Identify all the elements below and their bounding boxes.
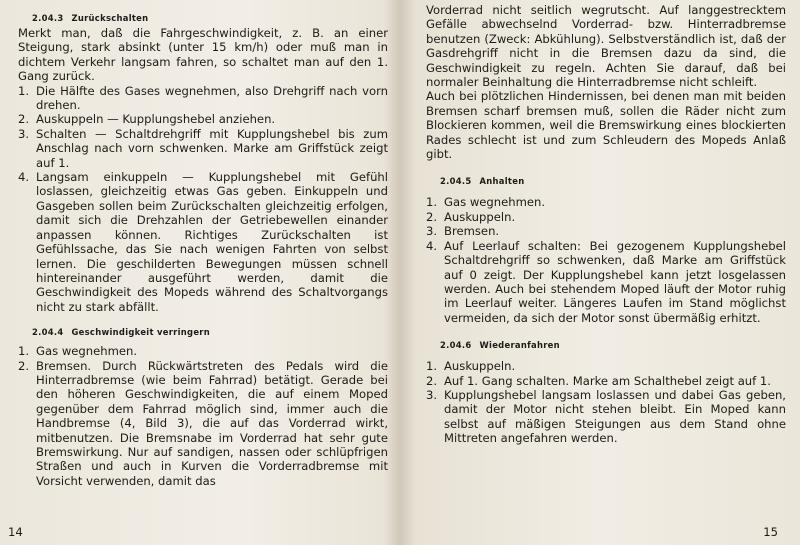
paragraph: Auch bei plötzlichen Hindernissen, bei denen man mit beiden Bremsen scharf bremsen muß, sollen die Räder nicht zum Blockieren kommen, weil die Bremswirkung eines blockierten Rades schlecht ist und zum Schleudern des Mopeds Anlaß gibt. — [426, 89, 786, 162]
section-heading — [426, 173, 786, 189]
list-item: 2. Auskuppeln — Kupplungshebel anziehen. — [18, 112, 276, 127]
section-title: Anhalten — [479, 176, 525, 187]
section-heading — [426, 337, 786, 353]
list-item: 3. Kupplungshebel langsam loslassen und dabei Gas geben, damit der Motor nicht stehen bleibt. Ein Moped kann selbst auf mäßigen Steigungen aus dem Stand ohne Mittreten angefahren werden. — [426, 387, 786, 446]
list-item: 3. Bremsen. — [426, 224, 500, 239]
list-item: 1. Die Hälfte des Gases wegnehmen, also Drehgriff nach vorn drehen. — [18, 83, 388, 113]
section-title: Zurückschalten — [71, 13, 149, 23]
right-page — [404, 0, 800, 545]
step-list — [18, 84, 388, 315]
page-number: 14 — [8, 525, 23, 539]
step-list — [18, 344, 388, 488]
section-number: 2.04.5 — [440, 176, 472, 187]
section-title: Wiederanfahren — [479, 340, 560, 351]
list-item: 4. Langsam einkuppeln — Kupplungshebel mit Gefühl loslassen, gleichzeitig etwas Gas geben. Einkuppeln und Gasgeben sollen beim Zurückschalten gleichzeitig erfolgen, damit sich die Drehzahlen der Getriebewellen einander anpassen können. Richtiges Zurückschalten ist Gefühlssache, das Sie nach wenigen Fahrten von selbst lernen. Die geschilderten Bewegungen müssen schnell hintereinander ausgeführt werden, damit die Geschwindigkeit des Mopeds während des Schaltvorgangs nicht zu stark abfällt. — [18, 170, 388, 314]
section-number: 2.04.3 — [32, 13, 64, 23]
page-number: 15 — [763, 525, 778, 539]
section-number: 2.04.6 — [440, 340, 472, 351]
paragraph: Vorderrad nicht seitlich wegrutscht. Auf langgestrecktem Gefälle abwechselnd Vorderrad- bzw. Hinterradbremse benutzen (Zweck: Abkühlung). Selbstverständlich ist, daß der Gasdrehgriff nicht in die Bremsen dazu da sind, die Geschwindigkeit zu regeln. Achten Sie darauf, daß bei normaler Beinhaltung die Hinterradbremse nicht schleift. — [426, 3, 786, 90]
section-heading — [18, 10, 388, 26]
step-list — [426, 195, 786, 325]
list-item: 2. Auskuppeln. — [426, 209, 516, 224]
list-item: 2. Auf 1. Gang schalten. Marke am Schalthebel zeigt auf 1. — [426, 373, 771, 388]
list-item: 3. Schalten — Schaltdrehgriff mit Kupplungshebel bis zum Anschlag nach vorn schwenken. Marke am Griffstück zeigt auf 1. — [18, 126, 388, 170]
section-number: 2.04.4 — [32, 327, 64, 338]
list-item: 1. Auskuppeln. — [426, 359, 516, 374]
step-list — [426, 359, 786, 445]
list-item: 4. Auf Leerlauf schalten: Bei gezogenem Kupplungshebel Schaltdrehgriff so schwenken, daß Marke am Griffstück auf 0 zeigt. Der Kupplungshebel kann jetzt losgelassen werden. Auch bei stehendem Moped läuft der Motor ruhig im Leerlauf weiter. Längeres Laufen im Stand möglichst vermeiden, da sich der Motor sonst übermäßig erhitzt. — [426, 238, 786, 325]
list-item: 1. Gas wegnehmen. — [426, 195, 546, 210]
section-title: Geschwindigkeit verringern — [71, 327, 210, 338]
list-item: 1. Gas wegnehmen. — [18, 344, 138, 359]
paragraph: Merkt man, daß die Fahrgeschwindigkeit, z. B. an einer Steigung, stark absinkt (unter 15 km/h) oder muß man in dichtem Verkehr langsam fahren, so schaltet man auf den 1. Gang zurück. — [18, 26, 388, 84]
list-item: 2. Bremsen. Durch Rückwärtstreten des Pedals wird die Hinterradbremse (wie beim Fahrrad) betätigt. Gerade bei den höheren Geschwindigkeiten, die auf einem Moped gegenüber dem Fahrrad möglich sind, immer auch die Handbremse (4, Bild 3), die auf das Vorderrad wirkt, mitbenutzen. Die Bremsnabe im Vorderrad hat sehr gute Bremswirkung. Nur auf sandigen, nassen oder schlüpfrigen Straßen und auch in Kurven die Vorderradbremse mit Vorsicht verwenden, damit das — [18, 358, 388, 488]
section-heading — [18, 324, 388, 340]
